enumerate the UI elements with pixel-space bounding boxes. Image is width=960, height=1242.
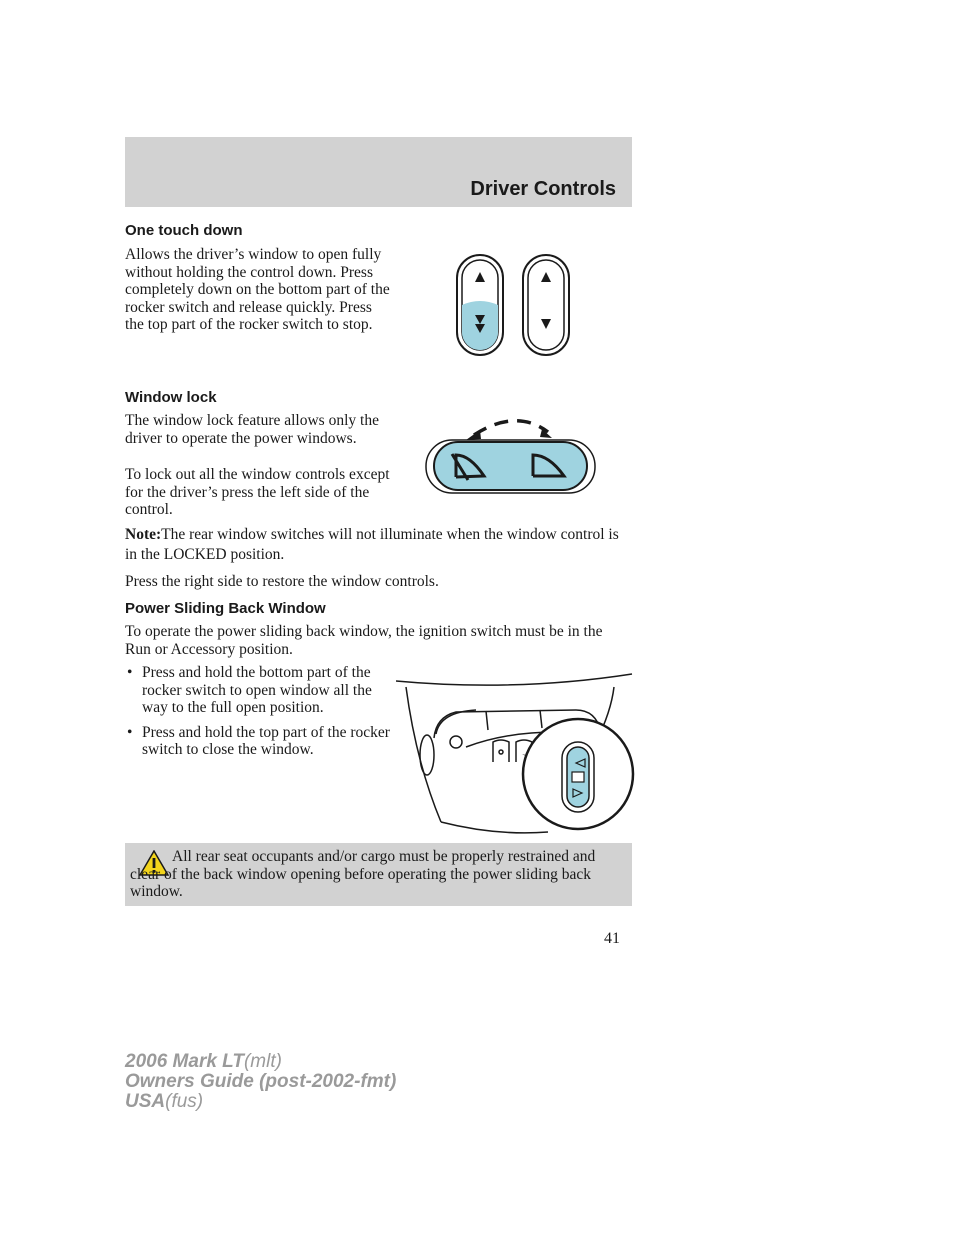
note-label: Note:	[125, 526, 162, 543]
page-number: 41	[604, 930, 620, 947]
window-switch-illustration	[455, 253, 573, 359]
heading-window-lock: Window lock	[125, 389, 217, 406]
lock-switch-arc-arrow-icon	[474, 421, 548, 435]
footer-model: 2006 Mark LT	[125, 1051, 244, 1072]
window-lock-illustration	[424, 410, 597, 495]
window-lock-body-2: To lock out all the window controls except for the driver’s press the left side of the control.	[125, 466, 390, 519]
left-rocker-switch	[457, 255, 503, 355]
sliding-instructions-list	[125, 664, 390, 766]
footer-region: USA	[125, 1091, 166, 1112]
one-touch-body: Allows the driver’s window to open fully without holding the control down. Press completely down on the bottom part of the rocker switch and release quickly. Press the top part of the rocker switch to stop.	[125, 246, 390, 334]
note-text: The rear window switches will not illuminate when the window control is in the LOCKED position.	[125, 526, 619, 563]
window-lock-restore: Press the right side to restore the window controls.	[125, 573, 439, 590]
window-lock-body-1: The window lock feature allows only the driver to operate the power windows.	[125, 412, 379, 447]
list-item: • Press and hold the bottom part of the rocker switch to open window all the way to the full open position.	[127, 664, 372, 717]
sliding-intro: To operate the power sliding back window, the ignition switch must be in the Run or Accessory position.	[125, 623, 603, 658]
page-section-title: Driver Controls	[470, 178, 616, 200]
magnified-rocker-switch	[523, 719, 633, 829]
warning-box	[125, 843, 632, 906]
list-item: • Press and hold the top part of the rocker switch to close the window.	[127, 723, 390, 759]
right-rocker-switch	[523, 255, 569, 355]
header-bar	[125, 137, 632, 207]
heading-power-sliding-back-window: Power Sliding Back Window	[125, 600, 326, 617]
warning-text: All rear seat occupants and/or cargo must be properly restrained and clear of the back window opening before operating the power sliding back window.	[130, 848, 596, 901]
footer-guide: Owners Guide (post-2002-fmt)	[125, 1071, 397, 1092]
heading-one-touch-down: One touch down	[125, 222, 243, 239]
overhead-console-illustration	[396, 672, 636, 837]
footer: 2006 Mark LT(mlt) Owners Guide (post-2002-fmt) USA(fus)	[125, 1051, 397, 1112]
window-lock-note	[125, 525, 625, 565]
